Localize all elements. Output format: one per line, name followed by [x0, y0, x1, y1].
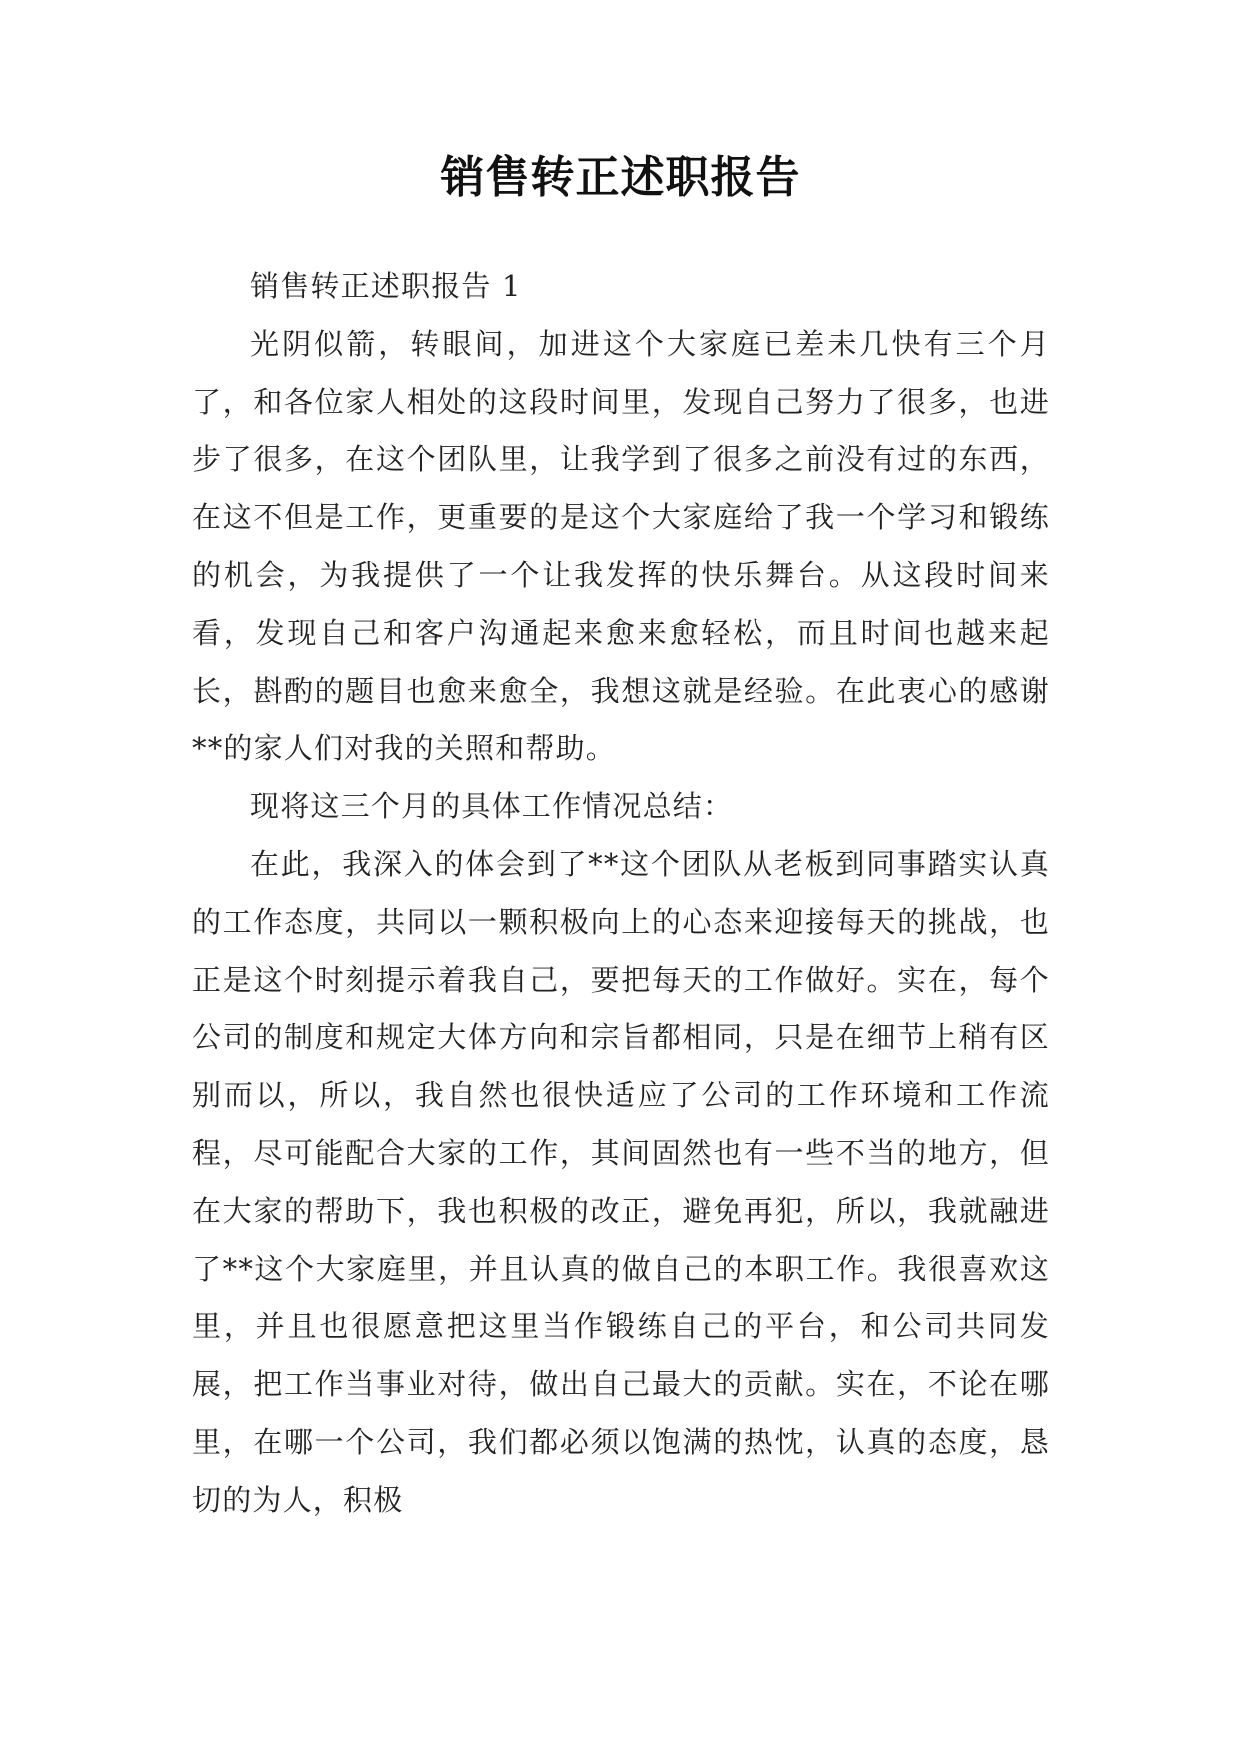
body-paragraph: 光阴似箭，转眼间，加进这个大家庭已差未几快有三个月了，和各位家人相处的这段时间里，发现自己努力了很多，也进步了很多，在这个团队里，让我学到了很多之前没有过的东西，在这不但是工作，更重要的是这个大家庭给了我一个学习和锻练的机会，为我提供了一个让我发挥的快乐舞台。从这段时间来看，发现自己和客户沟通起来愈来愈轻松，而且时间也越来起长，斟酌的题目也愈来愈全，我想这就是经验。在此衷心的感谢**的家人们对我的关照和帮助。: [192, 326, 1050, 766]
document-body: [192, 258, 1050, 1530]
document-title: 销售转正述职报告: [440, 152, 801, 203]
section-heading: 销售转正述职报告 1: [250, 269, 522, 303]
body-paragraph: 在此，我深入的体会到了**这个团队从老板到同事踏实认真的工作态度，共同以一颗积极向上的心态来迎接每天的挑战，也正是这个时刻提示着我自己，要把每天的工作做好。实在，每个公司的制度和规定大体方向和宗旨都相同，只是在细节上稍有区别而以，所以，我自然也很快适应了公司的工作环境和工作流程，尽可能配合大家的工作，其间固然也有一些不当的地方，但在大家的帮助下，我也积极的改正，避免再犯，所以，我就融进了**这个大家庭里，并且认真的做自己的本职工作。我很喜欢这里，并且也很愿意把这里当作锻练自己的平台，和公司共同发展，把工作当事业对待，做出自己最大的贡献。实在，不论在哪里，在哪一个公司，我们都必须以饱满的热忱，认真的态度，恳切的为人，积极: [192, 846, 1050, 1517]
body-paragraph: 现将这三个月的具体工作情况总结：: [250, 789, 734, 824]
